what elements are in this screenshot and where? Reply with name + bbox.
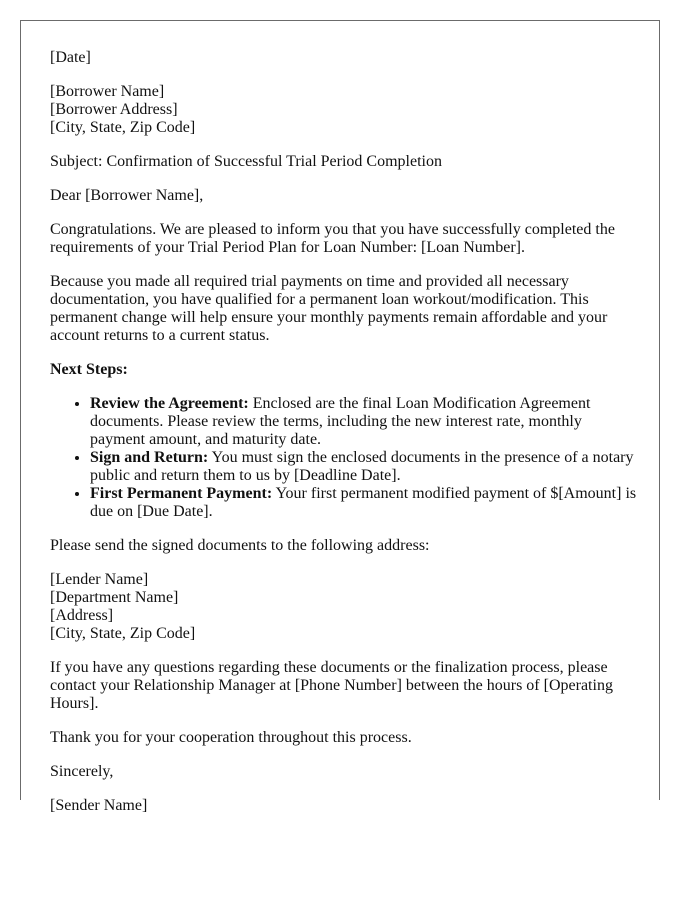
letter-page	[20, 20, 660, 814]
subject-line: Subject: Confirmation of Successful Trial Period Completion	[50, 153, 442, 170]
salutation: Dear [Borrower Name],	[50, 187, 204, 204]
department-name-line: [Department Name]	[50, 589, 179, 606]
thanks-line: Thank you for your cooperation throughout this process.	[50, 729, 412, 746]
questions-paragraph: If you have any questions regarding these documents or the finalization process, please contact your Relationship Manager at [Phone Number] between the hours of [Operating Hours].	[50, 659, 613, 712]
lender-address-block	[50, 571, 640, 643]
signer-name: [Sender Name]	[50, 797, 148, 814]
step-text: Enclosed are the final Loan Modification Agreement documents. Please review the terms, including the new interest rate, monthly payment amount, and maturity date.	[90, 395, 591, 448]
congratulations-paragraph: Congratulations. We are pleased to inform you that you have successfully completed the requirements of your Trial Period Plan for Loan Number: [Loan Number].	[50, 221, 615, 256]
list-item	[90, 449, 640, 485]
next-steps-list	[50, 395, 640, 521]
step-label: Sign and Return:	[90, 449, 209, 466]
next-steps-heading: Next Steps:	[50, 361, 128, 378]
borrower-address-block	[50, 83, 640, 137]
list-item	[90, 395, 640, 449]
qualification-paragraph: Because you made all required trial payments on time and provided all necessary documentation, you have qualified for a permanent loan workout/modification. This permanent change will help ensure your monthly payments remain affordable and your account returns to a current status.	[50, 273, 608, 344]
send-instructions: Please send the signed documents to the following address:	[50, 537, 430, 554]
step-text: You must sign the enclosed documents in the presence of a notary public and return them to us by [Deadline Date].	[90, 449, 634, 484]
lender-address-line: [Address]	[50, 607, 114, 624]
step-label: First Permanent Payment:	[90, 485, 273, 502]
lender-name-line: [Lender Name]	[50, 571, 149, 588]
borrower-name-line: [Borrower Name]	[50, 83, 165, 100]
closing-line: Sincerely,	[50, 763, 114, 780]
list-item	[90, 485, 640, 521]
step-label: Review the Agreement:	[90, 395, 249, 412]
borrower-city-line: [City, State, Zip Code]	[50, 119, 196, 136]
date-line: [Date]	[50, 49, 91, 66]
lender-city-line: [City, State, Zip Code]	[50, 625, 196, 642]
step-text: Your first permanent modified payment of $[Amount] is due on [Due Date].	[90, 485, 637, 520]
letter-body	[50, 49, 640, 831]
borrower-address-line: [Borrower Address]	[50, 101, 178, 118]
